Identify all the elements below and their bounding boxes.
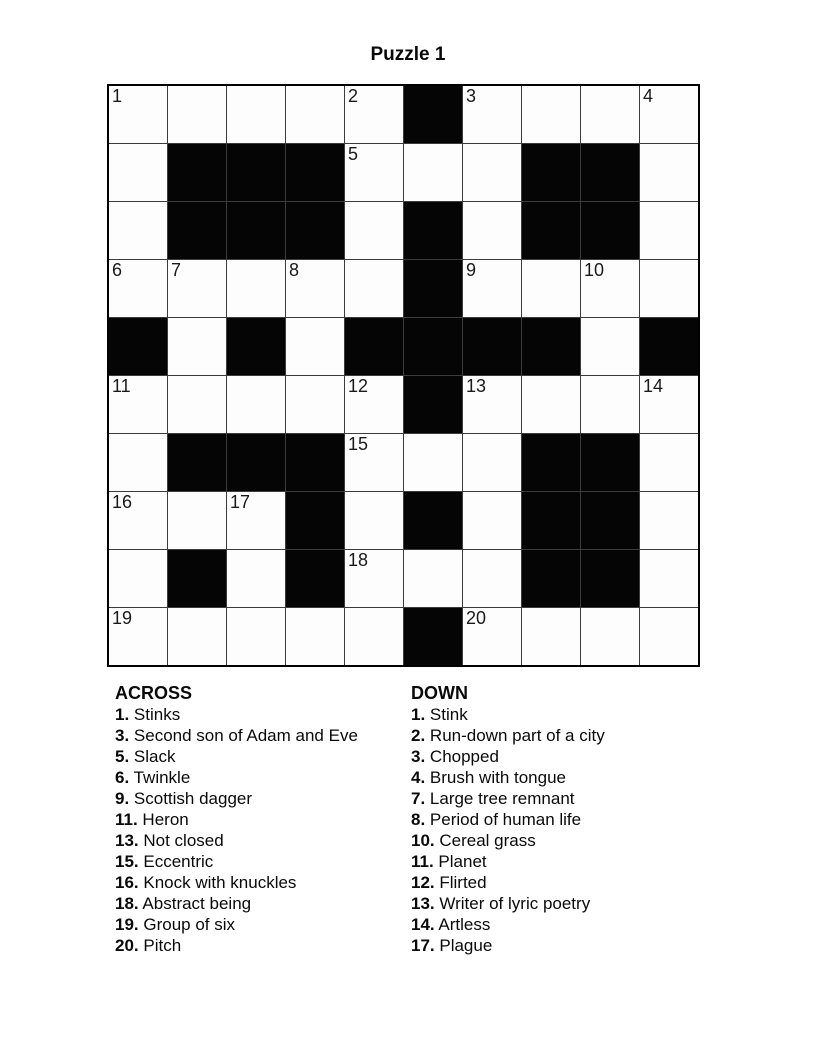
white-cell[interactable] (286, 318, 344, 375)
clue-text: Plague (434, 936, 493, 955)
black-cell (640, 318, 698, 375)
cell-number: 8 (289, 260, 300, 280)
white-cell[interactable] (463, 144, 521, 201)
clue-number: 1. (115, 705, 130, 724)
clue-number: 17. (411, 936, 435, 955)
white-cell[interactable] (581, 318, 639, 375)
clue-text: Scottish dagger (129, 789, 253, 808)
clue-item (115, 767, 397, 788)
white-cell[interactable] (640, 202, 698, 259)
white-cell[interactable] (168, 86, 226, 143)
white-cell[interactable] (286, 376, 344, 433)
clue-item (115, 746, 397, 767)
clue-number: 13. (411, 894, 435, 913)
clue-item (115, 935, 397, 956)
cell-number: 3 (466, 86, 477, 106)
white-cell[interactable] (286, 86, 344, 143)
white-cell[interactable] (109, 608, 167, 665)
white-cell[interactable] (109, 202, 167, 259)
cell-number: 13 (466, 376, 487, 396)
black-cell (168, 144, 226, 201)
cell-number: 18 (348, 550, 369, 570)
white-cell[interactable] (168, 260, 226, 317)
clue-item (115, 893, 397, 914)
white-cell[interactable] (227, 550, 285, 607)
clue-item (115, 830, 397, 851)
clue-item (411, 935, 711, 956)
clue-number: 10. (411, 831, 435, 850)
clue-number: 11. (411, 852, 434, 871)
black-cell (286, 492, 344, 549)
black-cell (404, 608, 462, 665)
clue-text: Brush with tongue (425, 768, 566, 787)
clue-number: 4. (411, 768, 426, 787)
white-cell[interactable] (345, 434, 403, 491)
clue-item (411, 851, 711, 872)
white-cell[interactable] (109, 550, 167, 607)
clue-item (411, 914, 711, 935)
cell-number: 2 (348, 86, 359, 106)
white-cell[interactable] (640, 144, 698, 201)
clue-text: Stinks (129, 705, 181, 724)
clue-text: Planet (433, 852, 487, 871)
black-cell (227, 144, 285, 201)
clue-text: Not closed (138, 831, 224, 850)
white-cell[interactable] (109, 376, 167, 433)
white-cell[interactable] (109, 260, 167, 317)
across-clue-list (115, 704, 397, 956)
clue-number: 19. (115, 915, 139, 934)
clue-item (411, 830, 711, 851)
white-cell[interactable] (463, 260, 521, 317)
black-cell (227, 318, 285, 375)
clue-item (115, 872, 397, 893)
cell-number: 10 (584, 260, 605, 280)
white-cell[interactable] (345, 550, 403, 607)
clue-text: Large tree remnant (425, 789, 575, 808)
black-cell (404, 202, 462, 259)
black-cell (522, 144, 580, 201)
white-cell[interactable] (522, 608, 580, 665)
clue-number: 3. (411, 747, 426, 766)
clue-number: 11. (115, 810, 138, 829)
black-cell (522, 318, 580, 375)
black-cell (109, 318, 167, 375)
black-cell (404, 260, 462, 317)
clue-text: Pitch (138, 936, 182, 955)
white-cell[interactable] (463, 434, 521, 491)
clue-number: 8. (411, 810, 426, 829)
cell-number: 17 (230, 492, 251, 512)
white-cell[interactable] (404, 550, 462, 607)
black-cell (168, 434, 226, 491)
white-cell[interactable] (227, 86, 285, 143)
cell-number: 6 (112, 260, 123, 280)
white-cell[interactable] (581, 376, 639, 433)
white-cell[interactable] (227, 608, 285, 665)
clue-item (411, 788, 711, 809)
cell-number: 11 (112, 376, 131, 396)
white-cell[interactable] (109, 492, 167, 549)
clue-number: 9. (115, 789, 130, 808)
clue-text: Cereal grass (434, 831, 536, 850)
white-cell[interactable] (581, 86, 639, 143)
black-cell (404, 86, 462, 143)
black-cell (168, 550, 226, 607)
clue-text: Artless (434, 915, 491, 934)
down-clue-list (411, 704, 711, 956)
white-cell[interactable] (286, 608, 344, 665)
clue-number: 13. (115, 831, 139, 850)
white-cell[interactable] (345, 260, 403, 317)
clue-text: Writer of lyric poetry (434, 894, 591, 913)
clue-number: 5. (115, 747, 130, 766)
clue-text: Chopped (425, 747, 499, 766)
clue-number: 15. (115, 852, 139, 871)
cell-number: 12 (348, 376, 369, 396)
black-cell (286, 550, 344, 607)
clue-text: Group of six (138, 915, 236, 934)
clue-text: Heron (137, 810, 189, 829)
black-cell (227, 202, 285, 259)
white-cell[interactable] (168, 608, 226, 665)
clue-number: 1. (411, 705, 426, 724)
white-cell[interactable] (640, 550, 698, 607)
black-cell (286, 434, 344, 491)
black-cell (404, 318, 462, 375)
black-cell (168, 202, 226, 259)
white-cell[interactable] (286, 260, 344, 317)
cell-number: 9 (466, 260, 477, 280)
white-cell[interactable] (463, 202, 521, 259)
clue-item (115, 851, 397, 872)
clue-number: 18. (115, 894, 139, 913)
white-cell[interactable] (522, 376, 580, 433)
clue-number: 14. (411, 915, 435, 934)
clue-item (411, 704, 711, 725)
black-cell (581, 202, 639, 259)
clue-item (115, 725, 397, 746)
clue-item (411, 767, 711, 788)
black-cell (522, 492, 580, 549)
clue-number: 2. (411, 726, 426, 745)
black-cell (286, 144, 344, 201)
clue-number: 7. (411, 789, 426, 808)
cell-number: 15 (348, 434, 369, 454)
white-cell[interactable] (522, 260, 580, 317)
black-cell (404, 492, 462, 549)
white-cell[interactable] (345, 86, 403, 143)
white-cell[interactable] (168, 376, 226, 433)
cell-number: 16 (112, 492, 133, 512)
cell-number: 5 (348, 144, 359, 164)
white-cell[interactable] (109, 434, 167, 491)
white-cell[interactable] (463, 376, 521, 433)
white-cell[interactable] (227, 260, 285, 317)
white-cell[interactable] (168, 492, 226, 549)
clue-text: Eccentric (138, 852, 214, 871)
clue-item (115, 914, 397, 935)
black-cell (345, 318, 403, 375)
cell-number: 1 (112, 86, 123, 106)
black-cell (463, 318, 521, 375)
down-section (411, 683, 711, 956)
clue-number: 16. (115, 873, 139, 892)
across-section (115, 683, 397, 956)
cell-number: 14 (643, 376, 664, 396)
cell-number: 20 (466, 608, 487, 628)
white-cell[interactable] (404, 434, 462, 491)
black-cell (522, 550, 580, 607)
black-cell (227, 434, 285, 491)
white-cell[interactable] (227, 376, 285, 433)
clue-text: Period of human life (425, 810, 582, 829)
white-cell[interactable] (463, 608, 521, 665)
cell-number: 19 (112, 608, 133, 628)
white-cell[interactable] (345, 492, 403, 549)
white-cell[interactable] (640, 434, 698, 491)
black-cell (581, 550, 639, 607)
white-cell[interactable] (522, 86, 580, 143)
clue-item (411, 809, 711, 830)
crossword-grid (107, 84, 700, 667)
clue-item (115, 704, 397, 725)
black-cell (404, 376, 462, 433)
clue-text: Stink (425, 705, 468, 724)
white-cell[interactable] (345, 202, 403, 259)
clue-item (115, 788, 397, 809)
puzzle-title: Puzzle 1 (370, 44, 446, 65)
clue-number: 6. (115, 768, 130, 787)
clue-text: Run-down part of a city (425, 726, 605, 745)
white-cell[interactable] (109, 86, 167, 143)
cell-number: 4 (643, 86, 654, 106)
clue-item (411, 872, 711, 893)
white-cell[interactable] (463, 86, 521, 143)
clue-item (115, 809, 397, 830)
clue-text: Second son of Adam and Eve (129, 726, 358, 745)
cell-number: 7 (171, 260, 182, 280)
clue-number: 20. (115, 936, 139, 955)
clue-text: Abstract being (138, 894, 252, 913)
clue-number: 3. (115, 726, 130, 745)
clue-text: Twinkle (129, 768, 191, 787)
black-cell (581, 492, 639, 549)
white-cell[interactable] (640, 86, 698, 143)
clue-item (411, 746, 711, 767)
black-cell (581, 434, 639, 491)
down-heading: DOWN (411, 683, 468, 703)
clue-item (411, 725, 711, 746)
black-cell (522, 202, 580, 259)
black-cell (286, 202, 344, 259)
white-cell[interactable] (463, 550, 521, 607)
black-cell (522, 434, 580, 491)
across-heading: ACROSS (115, 683, 193, 703)
white-cell[interactable] (640, 260, 698, 317)
clue-item (411, 893, 711, 914)
white-cell[interactable] (109, 144, 167, 201)
clue-text: Flirted (434, 873, 487, 892)
white-cell[interactable] (345, 376, 403, 433)
white-cell[interactable] (640, 376, 698, 433)
white-cell[interactable] (581, 260, 639, 317)
white-cell[interactable] (168, 318, 226, 375)
white-cell[interactable] (404, 144, 462, 201)
white-cell[interactable] (345, 144, 403, 201)
white-cell[interactable] (640, 492, 698, 549)
clue-text: Knock with knuckles (138, 873, 297, 892)
white-cell[interactable] (345, 608, 403, 665)
white-cell[interactable] (581, 608, 639, 665)
white-cell[interactable] (463, 492, 521, 549)
white-cell[interactable] (640, 608, 698, 665)
black-cell (581, 144, 639, 201)
white-cell[interactable] (227, 492, 285, 549)
clue-number: 12. (411, 873, 435, 892)
clue-text: Slack (129, 747, 176, 766)
